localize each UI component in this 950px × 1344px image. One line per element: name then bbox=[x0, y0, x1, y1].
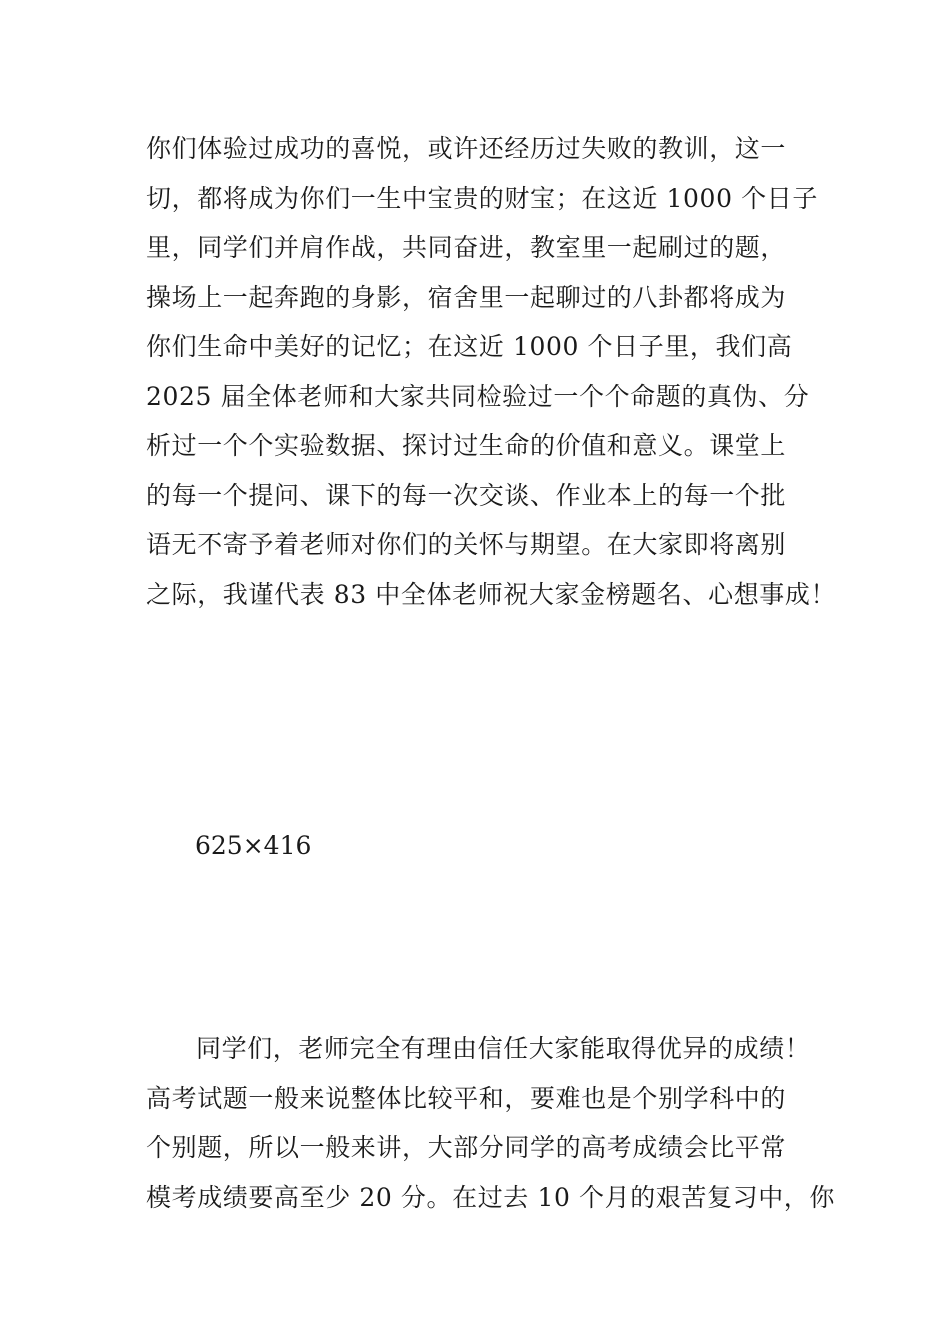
paragraph-line: 2025 届全体老师和大家共同检验过一个个命题的真伪、分 bbox=[146, 381, 810, 411]
paragraph-2 bbox=[146, 1024, 836, 1222]
paragraph-line: 的每一个提问、课下的每一次交谈、作业本上的每一个批 bbox=[146, 480, 787, 510]
paragraph-line: 切，都将成为你们一生中宝贵的财宝；在这近 1000 个日子 bbox=[146, 183, 818, 213]
image-size-caption: 625×416 bbox=[195, 831, 312, 860]
paragraph-line: 同学们，老师完全有理由信任大家能取得优异的成绩！ bbox=[196, 1034, 811, 1063]
paragraph-line: 个别题，所以一般来讲，大部分同学的高考成绩会比平常 bbox=[146, 1133, 787, 1162]
paragraph-line: 析过一个个实验数据、探讨过生命的价值和意义。课堂上 bbox=[146, 431, 787, 460]
paragraph-line: 高考试题一般来说整体比较平和，要难也是个别学科中的 bbox=[146, 1083, 787, 1113]
paragraph-line: 你们生命中美好的记忆；在这近 1000 个日子里，我们高 bbox=[146, 332, 793, 361]
paragraph-line: 你们体验过成功的喜悦，或许还经历过失败的教训，这一 bbox=[146, 134, 787, 163]
paragraph-line: 模考成绩要高至少 20 分。在过去 10 个月的艰苦复习中，你 bbox=[146, 1182, 836, 1212]
paragraph-line: 操场上一起奔跑的身影，宿舍里一起聊过的八卦都将成为 bbox=[146, 282, 787, 312]
paragraph-line: 语无不寄予着老师对你们的关怀与期望。在大家即将离别 bbox=[146, 530, 787, 559]
paragraph-1 bbox=[146, 124, 837, 619]
paragraph-line: 里，同学们并肩作战，共同奋进，教室里一起刷过的题， bbox=[146, 233, 787, 262]
paragraph-line: 之际，我谨代表 83 中全体老师祝大家金榜题名、心想事成！ bbox=[146, 579, 837, 609]
